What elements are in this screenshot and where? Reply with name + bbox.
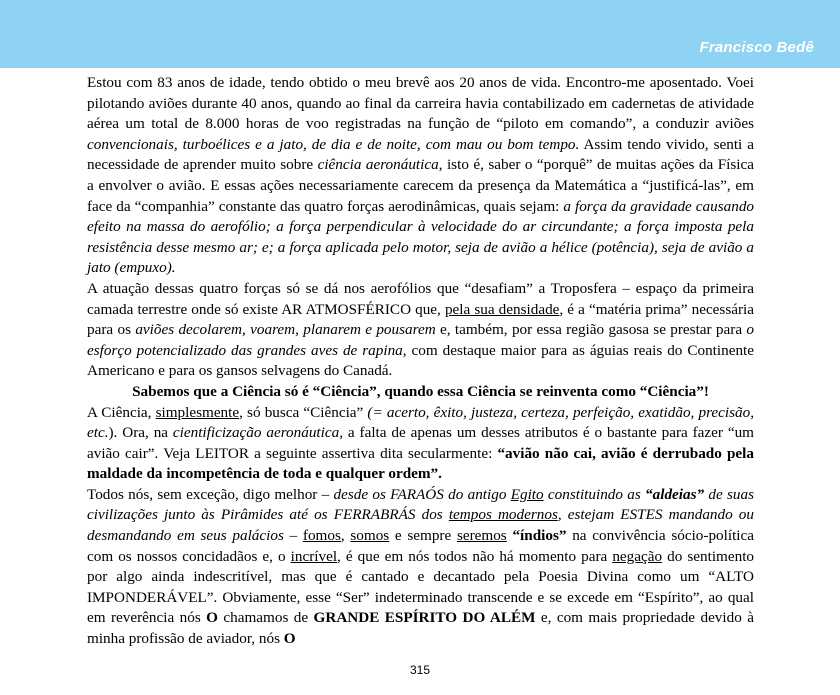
highlight-sentence: Sabemos que a Ciência só é “Ciência”, quando essa Ciência se reinventa como “Ciência”! — [132, 382, 709, 400]
page-number: 315 — [409, 663, 431, 677]
page-body — [87, 73, 754, 650]
paragraph-1: Estou com 83 anos de idade, tendo obtido o meu brevê aos 20 anos de vida. Encontro-me aposentado. Voei pilotando aviões durante 40 anos, quando ao final da carreira havia contabilizado em cadernetas de atividade aérea um total de 8.000 horas de voo registradas na função de “piloto em comando”, a conduzir aviões convencionais, turboélices e a jato, de dia e de noite, com mau ou bom tempo. Assim tendo vivido, senti a necessidade de aprender muito sobre ciência aeronáutica, isto é, saber o “porquê” de muitas ações da Física a envolver o avião. E essas ações necessariamente carecem da presença da Matemática a “justificá-las”, em face da “companhia” constante das quatro forças aerodinâmicas, quais sejam: a força da gravidade causando efeito na massa do aerofólio; a força perpendicular à velocidade do ar circundante; a força imposta pela resistência desse mesmo ar; e; a força aplicada pelo motor, seja de avião a hélice (potência), seja de avião a jato (empuxo). — [87, 74, 755, 277]
paragraph-3: A Ciência, simplesmente, só busca “Ciência” (= acerto, êxito, justeza, certeza, perfeição, exatidão, precisão, etc.). Ora, na cientificização aeronáutica, a falta de apenas um desses atributos é o bastante para fazer “um avião cair”. Veja LEITOR a seguinte assertiva dita secularmente: “avião não cai, avião é derrubado pela maldade da incompetência de toda e qualquer ordem”. — [87, 403, 755, 483]
author-name: Francisco Bedê — [699, 39, 814, 56]
paragraph-2: A atuação dessas quatro forças só se dá nos aerofólios que “desafiam” a Troposfera – espaço da primeira camada terrestre onde só existe AR ATMOSFÉRICO que, pela sua densidade, é a “matéria prima” necessária para os aviões decolarem, voarem, planarem e pousarem e, também, por essa região gasosa se prestar para o esforço potencializado das grandes aves de rapina, com destaque maior para as águias reais do Continente Americano e para os gansos selvagens do Canadá. — [87, 279, 755, 380]
paragraph-4: Todos nós, sem exceção, digo melhor – desde os FARAÓS do antigo Egito constituindo as “aldeias” de suas civilizações junto às Pirâmides até os FERRABRÁS dos tempos modernos, estejam ESTES mandando ou desmandando em seus palácios – fomos, somos e sempre seremos “índios” na convivência sócio-política com os nossos concidadãos e, o incrível, é que em nós todos não há momento para negação do sentimento por algo ainda indescritível, mas que é cantado e decantado pela Poesia Divina como um “ALTO IMPONDERÁVEL”. Obviamente, esse “Ser” indeterminado transcende e se excede em “Espírito”, ao qual em reverência nós O chamamos de GRANDE ESPÍRITO DO ALÉM e, com mais propriedade devido à minha profissão de aviador, nós O — [87, 485, 755, 648]
header-bar — [0, 0, 840, 68]
